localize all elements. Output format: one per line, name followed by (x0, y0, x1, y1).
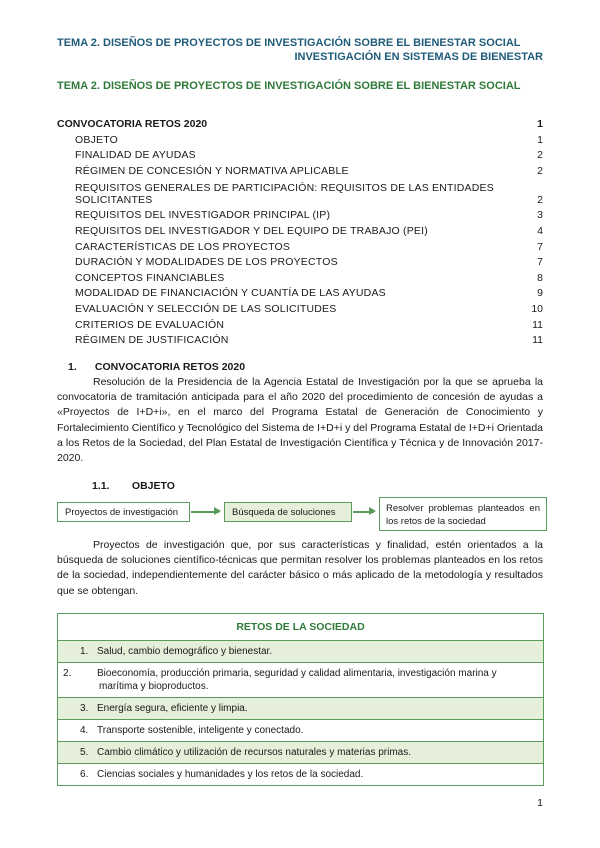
section-heading (68, 361, 245, 373)
retos-table-header: RETOS DE LA SOCIEDAD (58, 614, 544, 641)
toc-entry-page: 2 (537, 193, 543, 206)
row-text: Salud, cambio demográfico y bienestar. (97, 646, 273, 657)
header-subject: INVESTIGACIÓN EN SISTEMAS DE BIENESTAR (294, 51, 543, 63)
toc-entry[interactable] (57, 161, 543, 177)
toc-entry[interactable] (57, 130, 543, 146)
row-number: 3. (80, 703, 89, 714)
retos-table (57, 613, 544, 786)
subsection-heading (92, 480, 175, 492)
table-row (58, 742, 544, 764)
subsection-title: OBJETO (131, 480, 175, 492)
flow-step-research-projects: Proyectos de investigación (57, 502, 190, 522)
flow-step-solve-problems: Resolver problemas planteados en los retos de la sociedad (379, 497, 547, 531)
toc-entry-page: 11 (532, 318, 543, 331)
toc-entry-title: RÉGIMEN DE CONCESIÓN Y NORMATIVA APLICABLE (75, 164, 349, 177)
toc-entry[interactable] (57, 315, 543, 331)
toc-entry-title: CARACTERÍSTICAS DE LOS PROYECTOS (75, 240, 291, 253)
objective-paragraph: Proyectos de investigación que, por sus características y finalidad, estén orientados a la búsqueda de soluciones científico-técnicas que permitan resolver los problemas planteados en los retos de la sociedad, independientemente del carácter básico o más aplicado de la metodología y resultados que se obtengan. (57, 539, 543, 597)
toc-entry[interactable] (57, 146, 543, 162)
section-title: CONVOCATORIA RETOS 2020 (94, 361, 246, 373)
toc-entry-page: 2 (537, 164, 543, 177)
row-number: 5. (80, 747, 89, 758)
toc-entry-title: CONCEPTOS FINANCIABLES (75, 271, 225, 284)
subsection-number: 1.1. (92, 480, 110, 492)
toc-entry[interactable] (57, 299, 543, 315)
toc-entry-page: 2 (537, 149, 543, 162)
row-text: Transporte sostenible, inteligente y conectado. (97, 725, 304, 736)
toc-entry[interactable] (57, 253, 543, 269)
toc-entry-title: REQUISITOS DEL INVESTIGADOR Y DEL EQUIPO DE TRABAJO (PEI) (75, 224, 428, 237)
toc-entry-title: MODALIDAD DE FINANCIACIÓN Y CUANTÍA DE LAS AYUDAS (75, 287, 386, 300)
page-subtitle: TEMA 2. DISEÑOS DE PROYECTOS DE INVESTIGACIÓN SOBRE EL BIENESTAR SOCIAL (57, 80, 521, 92)
page-number: 1 (537, 797, 543, 809)
toc-entry[interactable] (57, 284, 543, 300)
row-text: Bioeconomía, producción primaria, seguridad y calidad alimentaria, investigación marina y marítima y bioproductos. (97, 668, 497, 692)
toc-entry-title: RÉGIMEN DE JUSTIFICACIÓN (75, 334, 229, 347)
header-title: TEMA 2. DISEÑOS DE PROYECTOS DE INVESTIGACIÓN SOBRE EL BIENESTAR SOCIAL (57, 37, 521, 49)
flow-arrow (191, 511, 219, 513)
toc-entry[interactable] (57, 237, 543, 253)
table-row (58, 764, 544, 786)
table-of-contents (57, 114, 543, 346)
toc-entry-page: 10 (531, 302, 543, 315)
flow-arrow (353, 511, 374, 513)
toc-entry-title: REQUISITOS GENERALES DE PARTICIPACIÓN: REQUISITOS DE LAS ENTIDADES SOLICITANTES (75, 181, 494, 206)
row-number: 4. (80, 725, 89, 736)
table-row (58, 641, 544, 663)
toc-entry-title: FINALIDAD DE AYUDAS (75, 149, 196, 162)
toc-entry-page: 8 (537, 271, 543, 284)
toc-entry-title: REQUISITOS DEL INVESTIGADOR PRINCIPAL (IP) (75, 209, 331, 222)
row-text: Ciencias sociales y humanidades y los retos de la sociedad. (97, 769, 364, 780)
toc-entry[interactable] (57, 177, 543, 206)
toc-main-entry[interactable] (57, 114, 543, 130)
objective-flow-diagram (57, 497, 547, 537)
toc-entry-title: EVALUACIÓN Y SELECCIÓN DE LAS SOLICITUDES (75, 302, 337, 315)
row-text: Cambio climático y utilización de recursos naturales y materias primas. (97, 747, 412, 758)
toc-main-title: CONVOCATORIA RETOS 2020 (57, 118, 208, 130)
toc-entry-title: DURACIÓN Y MODALIDADES DE LOS PROYECTOS (75, 256, 338, 269)
toc-main-page: 1 (537, 118, 543, 130)
toc-entry[interactable] (57, 221, 543, 237)
toc-entry-page: 7 (537, 256, 543, 269)
table-row (58, 698, 544, 720)
toc-entry-title: OBJETO (75, 133, 119, 146)
table-row (58, 663, 544, 698)
table-row (58, 720, 544, 742)
row-number: 2. (63, 668, 72, 679)
flow-step-search-solutions: Búsqueda de soluciones (224, 502, 352, 522)
toc-entry-page: 4 (537, 224, 543, 237)
toc-entry-page: 3 (537, 209, 543, 222)
toc-entry-page: 9 (537, 287, 543, 300)
toc-entry[interactable] (57, 268, 543, 284)
section-paragraph: Resolución de la Presidencia de la Agencia Estatal de Investigación por la que se aprueba la convocatoria de tramitación anticipada para el año 2020 del procedimiento de concesión de ayudas a «Proyectos de I+D+i», en el marco del Programa Estatal de Generación de Conocimiento y Fortalecimiento Científico y Tecnológico del Sistema de I+D+i y del Programa Estatal de I+D+i Orientada a los Retos de la Sociedad, del Plan Estatal de Investigación Científica y Técnica y de Innovación 2017-2020. (57, 376, 543, 465)
toc-entry-page: 11 (532, 334, 543, 347)
toc-entry-page: 7 (537, 240, 543, 253)
row-text: Energía segura, eficiente y limpia. (97, 703, 248, 714)
toc-entry[interactable] (57, 206, 543, 222)
toc-entry[interactable] (57, 331, 543, 347)
row-number: 1. (80, 646, 89, 657)
toc-entry-page: 1 (537, 133, 543, 146)
row-number: 6. (80, 769, 89, 780)
toc-entry-title: CRITERIOS DE EVALUACIÓN (75, 318, 225, 331)
section-number: 1. (68, 361, 77, 373)
